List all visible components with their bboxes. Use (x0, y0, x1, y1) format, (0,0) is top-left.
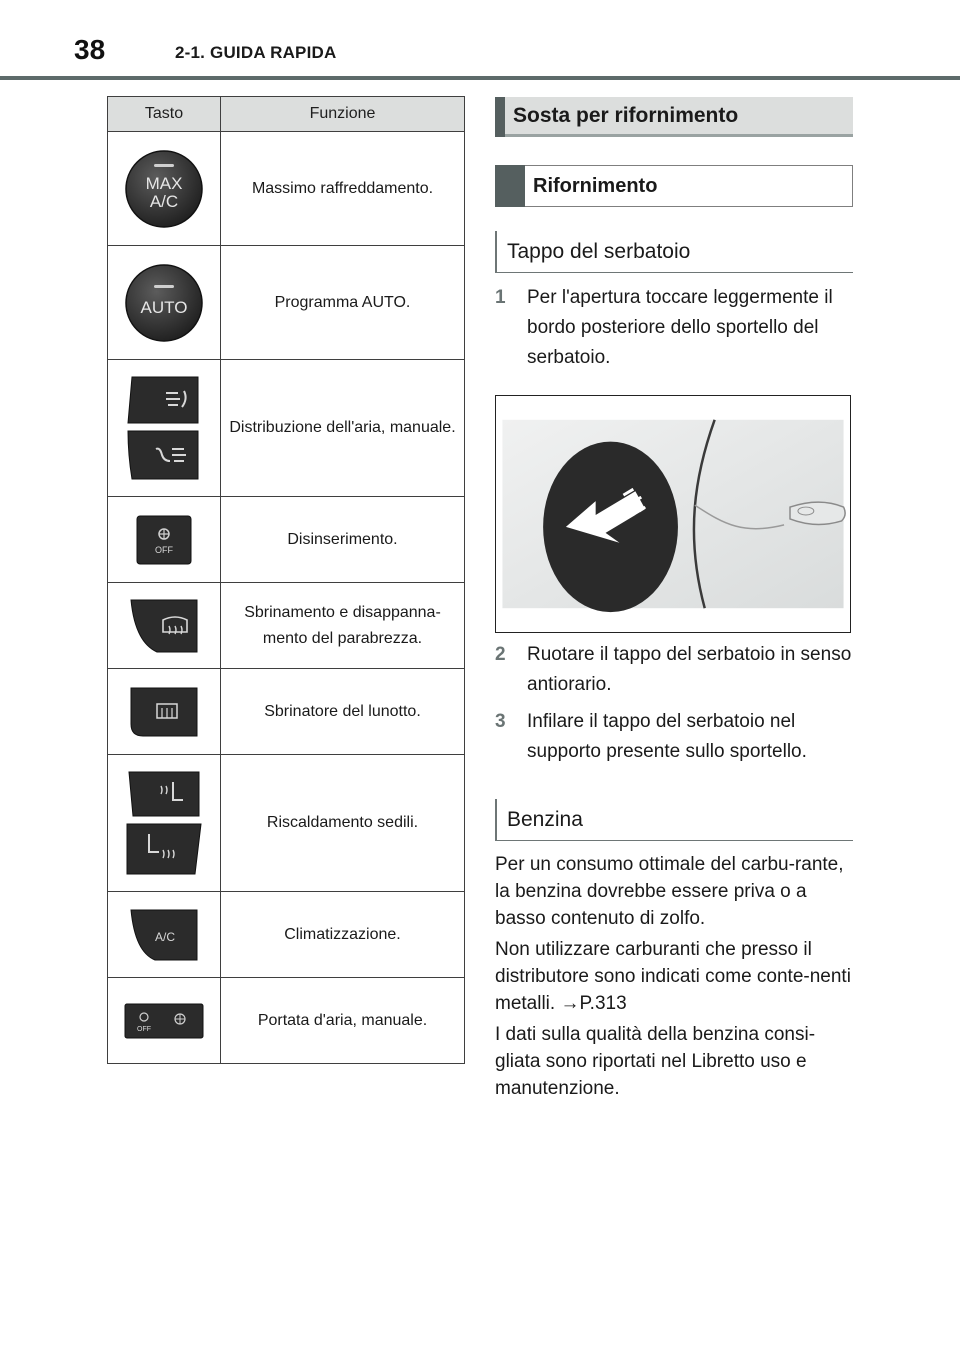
table-row (108, 132, 465, 246)
section-title: 2-1. GUIDA RAPIDA (175, 43, 337, 62)
subheading-benzina: Benzina (495, 799, 853, 841)
step-item (495, 640, 855, 700)
step-item (495, 283, 855, 373)
key-cell (108, 669, 221, 755)
step-text: Per l'apertura toccare leggermente il bordo posteriore dello sportello del serbatoio. (527, 287, 833, 368)
ac-small-label: A/C (149, 191, 179, 211)
fuel-flap-illustration (495, 395, 851, 633)
page-number: 38 (74, 34, 106, 65)
heading-rifornimento-text: Rifornimento (525, 165, 853, 207)
function-cell: Massimo raffreddamento. (221, 132, 465, 246)
subheading-tappo: Tappo del serbatoio (495, 231, 853, 273)
table-row (108, 755, 465, 892)
step-number: 3 (495, 711, 506, 732)
fan-off-button-icon (136, 515, 192, 565)
step-item (495, 707, 855, 767)
seat-heating-buttons-icon (125, 770, 203, 876)
function-cell: Programma AUTO. (221, 246, 465, 360)
paragraph: I dati sulla qualità della benzina consi-gliata sono riportati nel Libretto uso e manutenzione. (495, 1024, 816, 1099)
function-cell: Sbrinatore del lunotto. (221, 669, 465, 755)
ac-label: A/C (154, 929, 176, 944)
controls-table (107, 96, 465, 1064)
table-row (108, 669, 465, 755)
function-cell: Climatizzazione. (221, 892, 465, 978)
key-cell (108, 497, 221, 583)
key-cell (108, 755, 221, 892)
ac-button-icon (129, 908, 199, 962)
off-small-label: OFF (137, 1025, 151, 1033)
table-row (108, 360, 465, 497)
function-cell: Distribuzione dell'aria, manuale. (221, 360, 465, 497)
header-rule (0, 76, 960, 80)
air-distribution-buttons-icon (126, 375, 202, 481)
function-cell: Disinserimento. (221, 497, 465, 583)
heading-sosta-text: Sosta per rifornimento (505, 97, 853, 137)
function-cell: Portata d'aria, manuale. (221, 978, 465, 1064)
key-cell (108, 892, 221, 978)
key-cell (108, 360, 221, 497)
auto-label: AUTO (140, 297, 188, 317)
max-label: MAX (145, 173, 183, 193)
heading-rifornimento (495, 165, 853, 207)
step-text: Ruotare il tappo del serbatoio in senso antiorario. (527, 644, 852, 695)
heading-marker (495, 165, 525, 207)
key-cell (108, 583, 221, 669)
table-row (108, 978, 465, 1064)
column-header-key: Tasto (108, 97, 221, 132)
table-row (108, 892, 465, 978)
paragraph: Non utilizzare carburanti che presso il distributore sono indicati come conte-nenti metalli. →P.313 (495, 939, 851, 1014)
key-cell (108, 978, 221, 1064)
off-label: OFF (155, 544, 173, 555)
max-ac-button-icon (124, 149, 204, 229)
step-number: 2 (495, 644, 506, 665)
step-text: Infilare il tappo del serbatoio nel supporto presente sullo sportello. (527, 711, 807, 762)
paragraph: Per un consumo ottimale del carbu-rante, la benzina dovrebbe essere priva o a basso contenuto di zolfo. (495, 854, 844, 929)
key-cell (108, 246, 221, 360)
table-header-row (108, 97, 465, 132)
rear-defrost-button-icon (129, 686, 199, 738)
heading-marker (495, 97, 505, 137)
function-cell: Riscaldamento sedili. (221, 755, 465, 892)
table-row (108, 246, 465, 360)
auto-button-icon (124, 263, 204, 343)
windshield-defrost-button-icon (129, 598, 199, 654)
column-header-function: Funzione (221, 97, 465, 132)
table-row (108, 497, 465, 583)
key-cell (108, 132, 221, 246)
fan-speed-button-icon (124, 1003, 204, 1039)
step-number: 1 (495, 287, 506, 308)
table-row (108, 583, 465, 669)
heading-sosta (495, 97, 853, 137)
function-cell: Sbrinamento e disappanna-mento del parabrezza. (221, 583, 465, 669)
